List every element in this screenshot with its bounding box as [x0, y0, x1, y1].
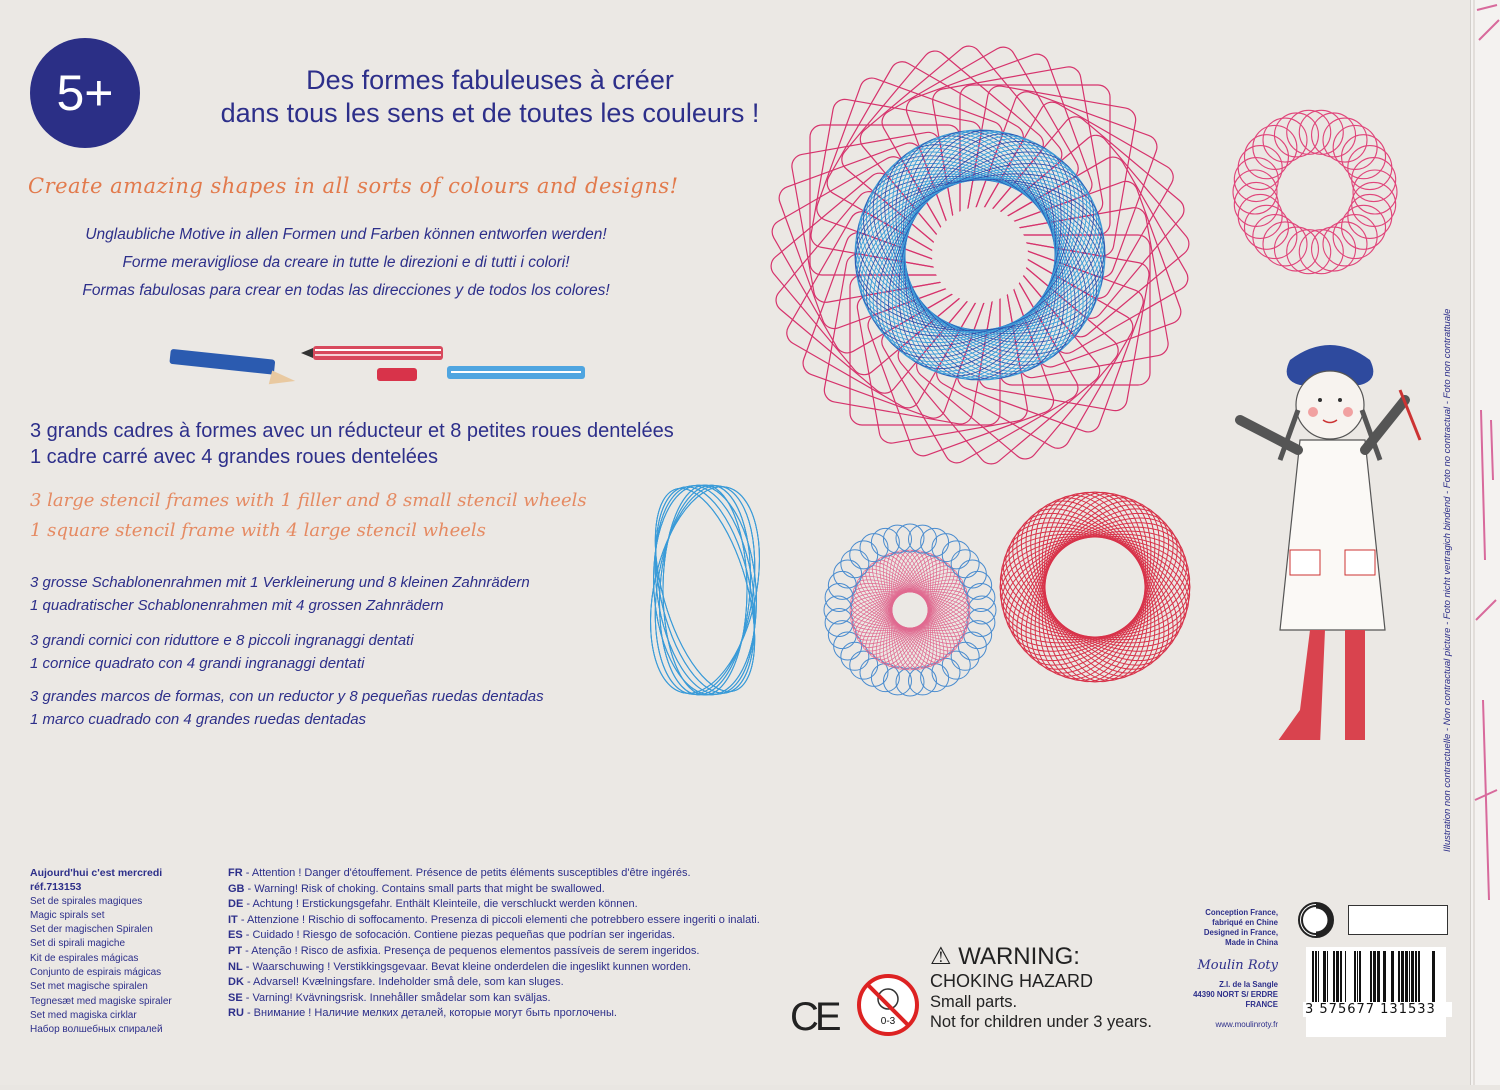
- contents-en-line-2: 1 square stencil frame with 4 large stencil wheels: [30, 520, 486, 541]
- contents-en-line-1: 3 large stencil frames with 1 filler and 8 small stencil wheels: [30, 490, 587, 511]
- spirograph-artwork: [640, 40, 1460, 740]
- contents-es-line-1: 3 grandes marcos de formas, con un reductor y 8 pequeñas ruedas dentadas: [30, 688, 544, 705]
- blue-oval-rosette: [640, 477, 777, 704]
- italian-tagline: Forme meravigliose da creare in tutte le direzioni e di tutti i colori!: [122, 254, 570, 271]
- red-rosette: [988, 480, 1203, 695]
- blue-marker-icon: [447, 366, 585, 379]
- warning-dk: DK - Advarsel! Kvælningsfare. Indeholder små dele, som kan sluges.: [228, 976, 564, 989]
- under-3-prohibited-icon: [855, 972, 921, 1038]
- product-name-pt: Conjunto de espirais mágicas: [30, 967, 162, 979]
- product-name-ru: Набор волшебных спиралей: [30, 1024, 163, 1036]
- pencil-icon: [169, 349, 296, 387]
- loop-ring-rosette: [824, 524, 996, 696]
- manufacturer-address: Z.I. de la Sangle 44390 NORT S/ ERDRE FRANCE: [1193, 980, 1278, 1009]
- green-dot-recycle-icon: [1296, 900, 1336, 940]
- warning-title: ⚠ WARNING:: [930, 943, 1080, 970]
- pink-ring-rosette: [1233, 110, 1397, 273]
- age-icon-label: 0-3: [880, 1016, 896, 1027]
- marker-cap-icon: [377, 368, 417, 381]
- product-name-se: Set med magiska cirklar: [30, 1009, 137, 1021]
- age-badge: 5+: [30, 38, 140, 148]
- brand-website: www.moulinroty.fr: [1215, 1020, 1278, 1029]
- german-tagline: Unglaubliche Motive in allen Formen und Farben können entworfen werden!: [85, 226, 607, 243]
- product-name-de: Set der magischen Spiralen: [30, 924, 153, 936]
- contents-es-line-2: 1 marco cuadrado con 4 grandes ruedas dentadas: [30, 711, 367, 728]
- girl-illustration: [1240, 345, 1420, 740]
- multilingual-warnings: [228, 866, 760, 1022]
- warning-se: SE - Varning! Kvävningsrisk. Innehåller smådelar som kan sväljas.: [228, 991, 551, 1004]
- brand-logo: Moulin Roty: [1197, 958, 1278, 973]
- choking-warning: [930, 943, 1152, 1032]
- contents-it-line-1: 3 grandi cornici con riduttore e 8 piccoli ingranaggi dentati: [30, 632, 414, 649]
- warning-it: IT - Attenzione ! Rischio di soffocamento. Presenza di piccoli elementi che potrebbero essere ingeriti o inalati.: [228, 913, 760, 926]
- product-name-en: Magic spirals set: [30, 909, 105, 921]
- marker-icon: [301, 346, 443, 360]
- contents-de-line-2: 1 quadratischer Schablonenrahmen mit 4 grossen Zahnrädern: [30, 597, 444, 614]
- product-name-dk: Tegnesæt med magiske spiraler: [30, 995, 172, 1007]
- product-name-it: Set di spirali magiche: [30, 938, 126, 950]
- edge-lines: [1471, 0, 1500, 1085]
- warning-triangle-icon: ⚠: [930, 943, 952, 970]
- product-name-nl: Set met magische spiralen: [30, 981, 148, 993]
- warning-es: ES - Cuidado ! Riesgo de sofocación. Contiene piezas pequeñas que podrían ser ingeridas.: [228, 929, 676, 942]
- french-title-line-2: dans tous les sens et de toutes les couleurs !: [220, 98, 760, 128]
- photo-disclaimer: Illustration non contractuelle - Non contractual picture - Foto nicht vertragich bindend - Foto no contractual - Foto non contrattuale: [1442, 308, 1453, 852]
- warning-ru: RU - Внимание ! Наличие мелких деталей, которые могут быть проглочены.: [228, 1007, 617, 1020]
- warning-nl: NL - Waarschuwing ! Verstikkingsgevaar. Bevat kleine onderdelen die ingeslikt kunnen worden.: [228, 960, 692, 973]
- box-side-edge: [1470, 0, 1500, 1085]
- product-info: [30, 866, 172, 1038]
- product-ref: réf.713153: [30, 881, 82, 894]
- product-name-fr: Set de spirales magiques: [30, 895, 143, 907]
- contents-it-line-2: 1 cornice quadrato con 4 grandi ingranaggi dentati: [30, 655, 365, 672]
- french-title-line-1: Des formes fabuleuses à créer: [306, 65, 674, 95]
- contents-fr-line-1: 3 grands cadres à formes avec un réducteur et 8 petites roues dentelées: [30, 420, 674, 442]
- manufacturer-origin: Conception France, fabriqué en Chine Designed in France, Made in China: [1203, 908, 1278, 947]
- barcode: [1306, 947, 1446, 1037]
- blank-label-box: [1348, 905, 1448, 935]
- warning-fr: FR - Attention ! Danger d'étouffement. Présence de petits éléments susceptibles d'être ingérés.: [228, 867, 691, 879]
- spanish-tagline: Formas fabulosas para crear en todas las direcciones y de todos los colores!: [82, 282, 610, 299]
- warning-pt: PT - Atenção ! Risco de asfixia. Presença de pequenos elementos passíveis de serem ingeridos.: [228, 944, 700, 957]
- warning-hazard: CHOKING HAZARD: [930, 971, 1094, 991]
- contents-fr-line-2: 1 cadre carré avec 4 grandes roues dentelées: [30, 446, 439, 468]
- collection-name: Aujourd'hui c'est mercredi: [30, 867, 163, 879]
- large-blue-rosette: [834, 109, 1126, 401]
- ce-mark: CE: [790, 995, 838, 1039]
- warning-line-2: Not for children under 3 years.: [930, 1013, 1152, 1031]
- warning-gb: GB - Warning! Risk of choking. Contains small parts that might be swallowed.: [228, 882, 605, 895]
- warning-de: DE - Achtung ! Erstickungsgefahr. Enthält Kleinteile, die verschluckt werden können.: [228, 898, 638, 911]
- contents-de-line-1: 3 grosse Schablonenrahmen mit 1 Verkleinerung und 8 kleinen Zahnrädern: [30, 574, 530, 591]
- english-tagline: Create amazing shapes in all sorts of colours and designs!: [28, 174, 679, 198]
- barcode-number: 3 575677 131533: [1303, 1002, 1452, 1017]
- warning-line-1: Small parts.: [930, 993, 1018, 1011]
- product-name-es: Kit de espirales mágicas: [30, 952, 139, 964]
- pens-illustration: [165, 340, 605, 390]
